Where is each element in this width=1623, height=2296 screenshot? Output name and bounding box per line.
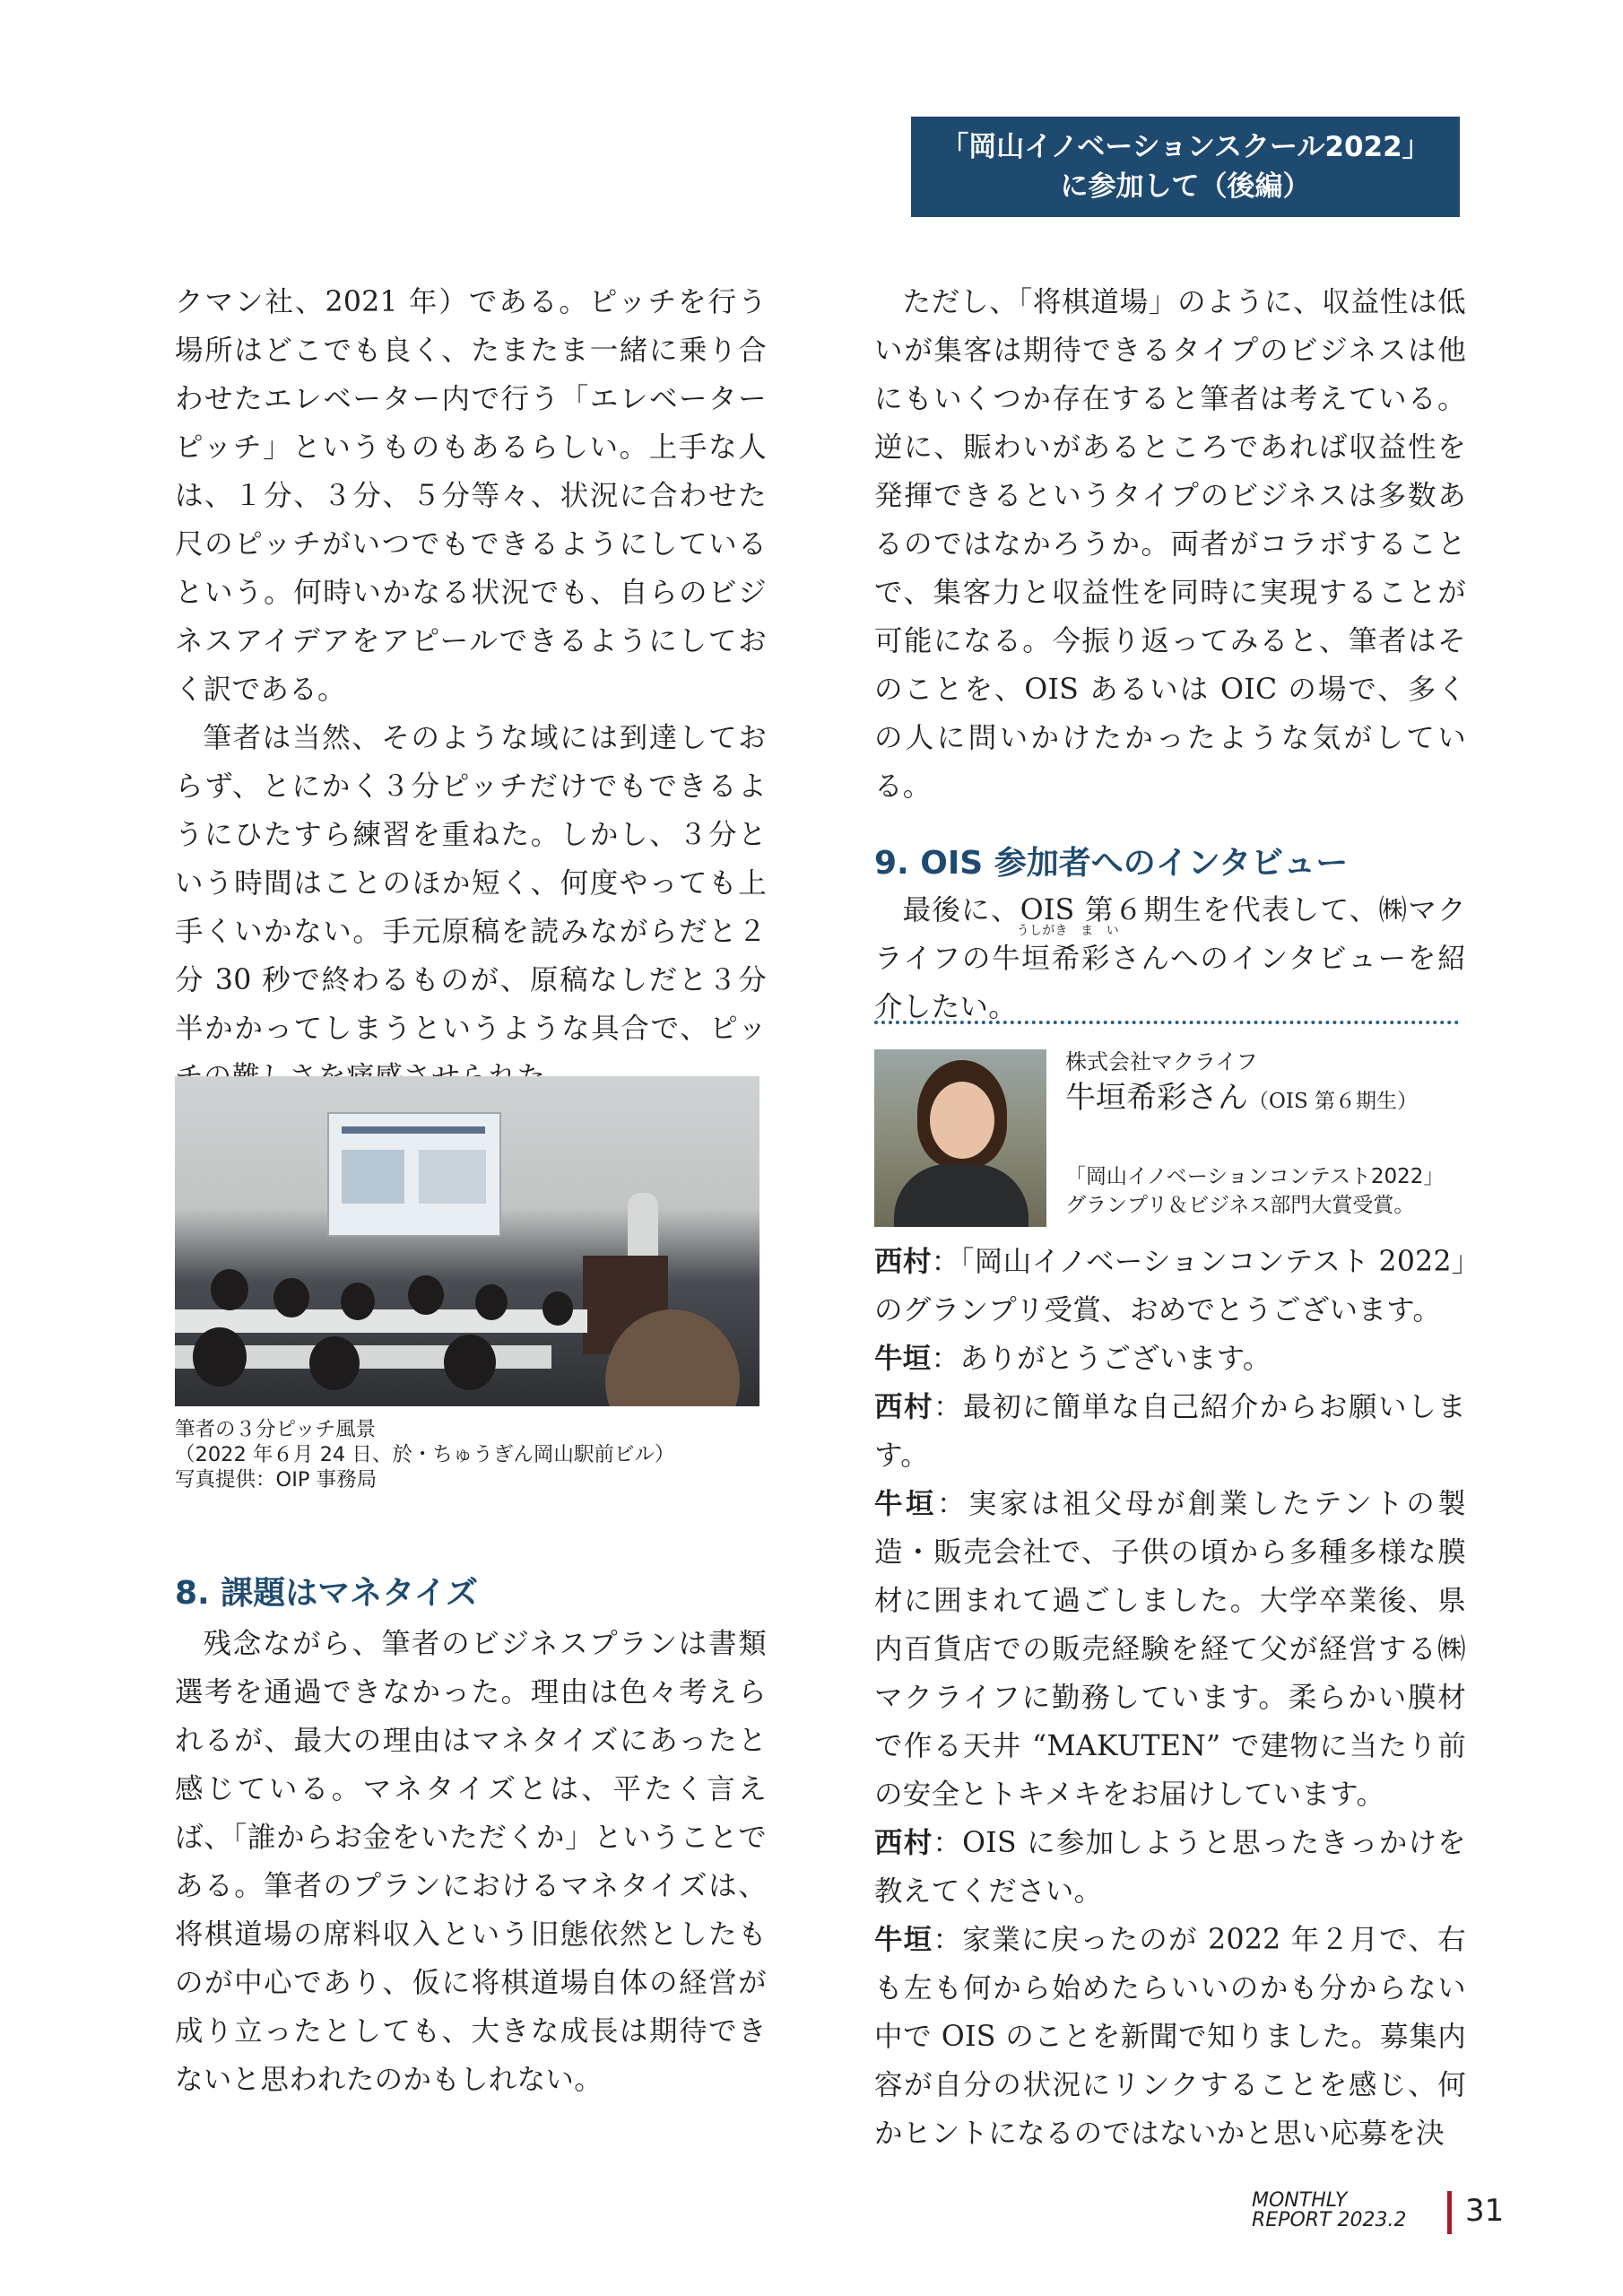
speaker-label: 牛垣 [874,1488,937,1520]
interviewee-name-inline [992,924,1120,975]
speaker-label: 牛垣 [874,1343,932,1375]
caption-line-2: （2022 年６月 24 日、於・ちゅうぎん岡山駅前ビル） [175,1443,675,1466]
profile-award-line-2: グランプリ＆ビジネス部門大賞受賞。 [1065,1194,1415,1217]
interview-body [874,1238,1466,2158]
header-line-1: 「岡山イノベーションスクール2022」 [941,131,1430,163]
footer-line-1: MONTHLY [1252,2189,1348,2212]
name-text: 牛垣希彩 [992,943,1112,975]
footer-divider-bar [1447,2191,1452,2234]
caption-line-3: 写真提供：OIP 事務局 [175,1468,378,1492]
profile-company: 株式会社マクライフ [1065,1049,1258,1074]
caption-line-1: 筆者の３分ピッチ風景 [175,1418,377,1441]
interview-text: ：ありがとうございます。 [931,1343,1271,1375]
right-paragraph-2 [874,886,1466,1031]
speaker-label: 西村 [874,1246,932,1278]
left-paragraph-2: 筆者は当然、そのような域には到達しておらず、とにかく３分ピッチだけでもできるようにひたすら練習を重ねた。しかし、３分という時間はことのほか短く、何度やっても上手くいかない。手元原稿を読みながらだと２分 30 秒で終わるものが、原稿なしだと３分半かかってしまうというような具合で、ピッ [175,722,767,1045]
intro-text-before: 最後に、OIS 第６期生を代表して、㈱マクライフの [874,894,1466,975]
projector-screen [327,1112,501,1237]
left-paragraph-3: 残念ながら、筆者のビジネスプランは書類選考を通過できなかった。理由は色々考えられるが、最大の理由はマネタイズにあったと感じている。マネタイズとは、平たく言えば、「誰からお金をいただくか」ということである。筆者のプランにおけるマネタイズは、将棋道場の席料収入という旧態依然としたものが中心であり、仮に将棋道場自体の経営が成り立ったとしても、大きな成長は期待できないと思われたのかもしれない。 [175,1628,767,2096]
interview-text: ：OIS に参加しようと思ったきっかけを教えてください。 [874,1827,1466,1908]
left-paragraph-1: クマン社、2021 年）である。ピッチを行う場所はどこでも良く、たまたま一緒に乗り合わせたエレベーター内で行う「エレベーターピッチ」というものもあるらしい。上手な人は、１分、３分、５分等々、状況に合わせた尺のピッチがいつでもできるようにしているという。何時いかなる状況でも、自らのビジネスアイデアをアピールできるようにしておく訳である。 [175,286,767,706]
interview-line [874,1819,1466,1916]
interviewee-portrait [874,1049,1046,1227]
speaker-figure [628,1193,658,1260]
intro-text-after: さんへのインタビューを紹介したい。 [874,943,1466,1023]
left-column-bottom [175,1571,767,2104]
interview-text: ：最初に簡単な自己紹介からお願いします。 [874,1391,1466,1472]
profile-name [1065,1076,1478,1123]
speaker-label: 牛垣 [874,1924,933,1956]
left-column-top [175,278,767,1101]
photo-caption [175,1417,785,1492]
interview-line [874,1383,1466,1480]
pitch-photo [175,1076,759,1406]
right-paragraph-1: ただし、「将棋道場」のように、収益性は低いが集客は期待できるタイプのビジネスは他にもいくつか存在すると筆者は考えている。逆に、賑わいがあるところであれば収益性を発揮できるというタイプのビジネスは多数あるのではなかろうか。両者がコラボすることで、集客力と収益性を同時に実現することが可能になる。今振り返ってみると、筆者はそのことを、OIS あるいは OIC の場で、多くの人に問いかけたかったような気がしている。 [874,286,1466,803]
interview-line [874,1335,1466,1383]
profile-name-text: 牛垣希彩さん [1065,1080,1248,1116]
interview-text: ：家業に戻ったのが 2022 年２月で、右も左も何から始めたらいいのかも分からない中で OIS のことを新聞で知りました。募集内容が自分の状況にリンクすることを感じ、何かヒントになるのではないかと思い応募を決 [874,1924,1466,2150]
speaker-label: 西村 [874,1827,933,1859]
profile-generation: （OIS 第６期生） [1248,1090,1419,1113]
name-ruby: うしがき ま い [1016,924,1120,938]
section-8-title: 8. 課題はマネタイズ [175,1575,479,1612]
profile-award [1065,1162,1478,1220]
footer-publication [1252,2191,1406,2231]
header-line-2: に参加して（後編） [1060,170,1311,203]
profile-award-line-1: 「岡山イノベーションコンテスト2022」 [1065,1165,1445,1188]
speaker-label: 西村 [874,1391,934,1423]
profile-divider [874,1021,1459,1024]
interview-line [874,1238,1466,1335]
page-number: 31 [1465,2193,1505,2229]
footer-line-2: REPORT 2023.2 [1252,2209,1407,2231]
interview-text: ：「岡山イノベーションコンテスト 2022」のグランプリ受賞、おめでとうございます。 [874,1246,1466,1326]
interview-line [874,1480,1466,1819]
section-9-title: 9. OIS 参加者へのインタビュー [874,845,1349,882]
right-column-top [874,278,1466,1031]
article-series-header [911,117,1460,217]
interview-line [874,1916,1466,2158]
interview-text: ：実家は祖父母が創業したテントの製造・販売会社で、子供の頃から多種多様な膜材に囲まれて過ごしました。大学卒業後、県内百貨店での販売経験を経て父が経営する㈱マクライフに勤務しています。柔らかい膜材で作る天井 “MAKUTEN” で建物に当たり前の安全とトキメキをお届けしています。 [874,1488,1466,1811]
